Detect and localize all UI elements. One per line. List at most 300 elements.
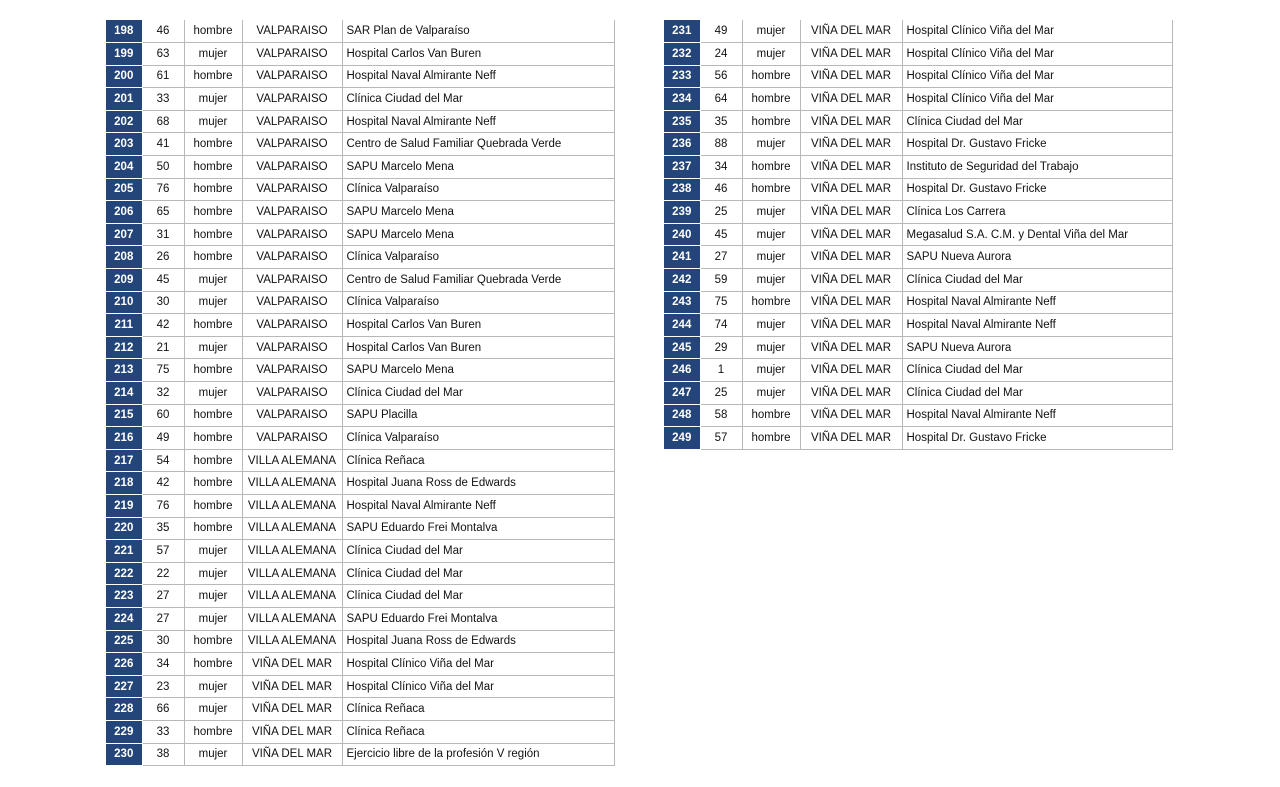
case-number-cell: 230: [106, 743, 142, 766]
age-cell: 25: [700, 382, 742, 405]
age-cell: 42: [142, 314, 184, 337]
sex-cell: mujer: [184, 675, 242, 698]
case-number-cell: 228: [106, 698, 142, 721]
facility-cell: Hospital Naval Almirante Neff: [342, 494, 614, 517]
commune-cell: VIÑA DEL MAR: [800, 269, 902, 292]
sex-cell: mujer: [742, 314, 800, 337]
age-cell: 1: [700, 359, 742, 382]
age-cell: 74: [700, 314, 742, 337]
table-row: [664, 201, 1172, 224]
facility-cell: Hospital Dr. Gustavo Fricke: [902, 178, 1172, 201]
case-number-cell: 221: [106, 540, 142, 563]
commune-cell: VIÑA DEL MAR: [800, 133, 902, 156]
table-row: [106, 110, 614, 133]
facility-cell: Hospital Naval Almirante Neff: [902, 291, 1172, 314]
age-cell: 34: [700, 156, 742, 179]
table-row: [664, 178, 1172, 201]
case-number-cell: 241: [664, 246, 700, 269]
age-cell: 22: [142, 562, 184, 585]
table-row: [106, 336, 614, 359]
sex-cell: mujer: [184, 382, 242, 405]
facility-cell: Hospital Clínico Viña del Mar: [342, 653, 614, 676]
case-number-cell: 201: [106, 88, 142, 111]
facility-cell: Clínica Valparaíso: [342, 427, 614, 450]
commune-cell: VILLA ALEMANA: [242, 607, 342, 630]
case-number-cell: 242: [664, 269, 700, 292]
age-cell: 50: [142, 156, 184, 179]
age-cell: 30: [142, 630, 184, 653]
age-cell: 24: [700, 43, 742, 66]
facility-cell: Ejercicio libre de la profesión V región: [342, 743, 614, 766]
table-row: [106, 540, 614, 563]
sex-cell: mujer: [184, 562, 242, 585]
table-row: [664, 110, 1172, 133]
case-number-cell: 200: [106, 65, 142, 88]
table-row: [106, 427, 614, 450]
age-cell: 33: [142, 720, 184, 743]
age-cell: 60: [142, 404, 184, 427]
sex-cell: mujer: [184, 336, 242, 359]
sex-cell: mujer: [184, 743, 242, 766]
commune-cell: VALPARAISO: [242, 65, 342, 88]
sex-cell: hombre: [742, 110, 800, 133]
commune-cell: VIÑA DEL MAR: [800, 359, 902, 382]
table-row: [664, 314, 1172, 337]
case-number-cell: 217: [106, 449, 142, 472]
facility-cell: Clínica Ciudad del Mar: [902, 359, 1172, 382]
sex-cell: hombre: [184, 178, 242, 201]
facility-cell: Centro de Salud Familiar Quebrada Verde: [342, 269, 614, 292]
case-number-cell: 213: [106, 359, 142, 382]
commune-cell: VIÑA DEL MAR: [800, 336, 902, 359]
commune-cell: VALPARAISO: [242, 133, 342, 156]
facility-cell: Clínica Reñaca: [342, 720, 614, 743]
facility-cell: Megasalud S.A. C.M. y Dental Viña del Mar: [902, 223, 1172, 246]
sex-cell: hombre: [184, 427, 242, 450]
facility-cell: SAPU Marcelo Mena: [342, 359, 614, 382]
commune-cell: VIÑA DEL MAR: [242, 720, 342, 743]
table-row: [664, 336, 1172, 359]
facility-cell: Hospital Naval Almirante Neff: [342, 65, 614, 88]
table-row: [664, 88, 1172, 111]
facility-cell: SAR Plan de Valparaíso: [342, 20, 614, 43]
case-number-cell: 205: [106, 178, 142, 201]
case-number-cell: 229: [106, 720, 142, 743]
facility-cell: SAPU Nueva Aurora: [902, 336, 1172, 359]
commune-cell: VIÑA DEL MAR: [800, 382, 902, 405]
sex-cell: hombre: [184, 630, 242, 653]
sex-cell: mujer: [184, 43, 242, 66]
age-cell: 45: [700, 223, 742, 246]
commune-cell: VILLA ALEMANA: [242, 585, 342, 608]
table-row: [106, 20, 614, 43]
commune-cell: VIÑA DEL MAR: [800, 223, 902, 246]
commune-cell: VALPARAISO: [242, 223, 342, 246]
table-row: [106, 43, 614, 66]
case-number-cell: 214: [106, 382, 142, 405]
table-row: [106, 698, 614, 721]
age-cell: 46: [700, 178, 742, 201]
sex-cell: mujer: [742, 43, 800, 66]
commune-cell: VALPARAISO: [242, 88, 342, 111]
case-number-cell: 240: [664, 223, 700, 246]
table-row: [664, 359, 1172, 382]
facility-cell: Hospital Naval Almirante Neff: [902, 404, 1172, 427]
facility-cell: Hospital Juana Ross de Edwards: [342, 472, 614, 495]
age-cell: 46: [142, 20, 184, 43]
commune-cell: VIÑA DEL MAR: [242, 698, 342, 721]
facility-cell: Clínica Reñaca: [342, 698, 614, 721]
commune-cell: VIÑA DEL MAR: [800, 65, 902, 88]
table-row: [106, 720, 614, 743]
facility-cell: SAPU Marcelo Mena: [342, 223, 614, 246]
table-row: [106, 223, 614, 246]
age-cell: 29: [700, 336, 742, 359]
table-row: [106, 675, 614, 698]
commune-cell: VILLA ALEMANA: [242, 449, 342, 472]
age-cell: 45: [142, 269, 184, 292]
table-row: [664, 133, 1172, 156]
case-number-cell: 207: [106, 223, 142, 246]
commune-cell: VALPARAISO: [242, 156, 342, 179]
table-row: [664, 269, 1172, 292]
age-cell: 41: [142, 133, 184, 156]
sex-cell: hombre: [184, 472, 242, 495]
sex-cell: mujer: [742, 382, 800, 405]
commune-cell: VIÑA DEL MAR: [242, 653, 342, 676]
commune-cell: VIÑA DEL MAR: [800, 246, 902, 269]
commune-cell: VIÑA DEL MAR: [800, 314, 902, 337]
table-row: [106, 449, 614, 472]
case-number-cell: 238: [664, 178, 700, 201]
age-cell: 57: [700, 427, 742, 450]
case-number-cell: 244: [664, 314, 700, 337]
case-number-cell: 231: [664, 20, 700, 43]
sex-cell: mujer: [742, 336, 800, 359]
commune-cell: VIÑA DEL MAR: [800, 291, 902, 314]
age-cell: 35: [700, 110, 742, 133]
facility-cell: Hospital Juana Ross de Edwards: [342, 630, 614, 653]
case-number-cell: 218: [106, 472, 142, 495]
sex-cell: hombre: [184, 720, 242, 743]
case-number-cell: 211: [106, 314, 142, 337]
sex-cell: mujer: [742, 359, 800, 382]
sex-cell: mujer: [742, 269, 800, 292]
sex-cell: hombre: [184, 133, 242, 156]
age-cell: 31: [142, 223, 184, 246]
facility-cell: Clínica Ciudad del Mar: [342, 382, 614, 405]
sex-cell: mujer: [742, 223, 800, 246]
sex-cell: hombre: [184, 653, 242, 676]
case-number-cell: 222: [106, 562, 142, 585]
age-cell: 57: [142, 540, 184, 563]
facility-cell: Clínica Reñaca: [342, 449, 614, 472]
commune-cell: VIÑA DEL MAR: [800, 178, 902, 201]
sex-cell: mujer: [184, 540, 242, 563]
commune-cell: VILLA ALEMANA: [242, 517, 342, 540]
facility-cell: Hospital Clínico Viña del Mar: [902, 43, 1172, 66]
age-cell: 76: [142, 178, 184, 201]
commune-cell: VIÑA DEL MAR: [800, 404, 902, 427]
facility-cell: Clínica Valparaíso: [342, 246, 614, 269]
table-row: [106, 178, 614, 201]
table-row: [106, 743, 614, 766]
facility-cell: Hospital Dr. Gustavo Fricke: [902, 427, 1172, 450]
age-cell: 63: [142, 43, 184, 66]
facility-cell: Clínica Ciudad del Mar: [342, 562, 614, 585]
commune-cell: VIÑA DEL MAR: [800, 88, 902, 111]
age-cell: 76: [142, 494, 184, 517]
commune-cell: VILLA ALEMANA: [242, 630, 342, 653]
case-number-cell: 227: [106, 675, 142, 698]
facility-cell: SAPU Eduardo Frei Montalva: [342, 517, 614, 540]
commune-cell: VALPARAISO: [242, 201, 342, 224]
commune-cell: VALPARAISO: [242, 20, 342, 43]
commune-cell: VIÑA DEL MAR: [800, 201, 902, 224]
facility-cell: Hospital Clínico Viña del Mar: [342, 675, 614, 698]
sex-cell: mujer: [184, 607, 242, 630]
table-row: [106, 494, 614, 517]
cases-table-left: [106, 20, 615, 766]
case-number-cell: 198: [106, 20, 142, 43]
commune-cell: VALPARAISO: [242, 336, 342, 359]
age-cell: 30: [142, 291, 184, 314]
case-number-cell: 237: [664, 156, 700, 179]
sex-cell: hombre: [184, 65, 242, 88]
sex-cell: mujer: [742, 20, 800, 43]
sex-cell: mujer: [742, 246, 800, 269]
facility-cell: Clínica Los Carrera: [902, 201, 1172, 224]
age-cell: 27: [142, 585, 184, 608]
case-number-cell: 249: [664, 427, 700, 450]
sex-cell: hombre: [742, 88, 800, 111]
table-row: [106, 246, 614, 269]
commune-cell: VALPARAISO: [242, 178, 342, 201]
facility-cell: Hospital Clínico Viña del Mar: [902, 88, 1172, 111]
age-cell: 66: [142, 698, 184, 721]
facility-cell: Hospital Naval Almirante Neff: [342, 110, 614, 133]
case-number-cell: 232: [664, 43, 700, 66]
commune-cell: VALPARAISO: [242, 427, 342, 450]
age-cell: 34: [142, 653, 184, 676]
facility-cell: Instituto de Seguridad del Trabajo: [902, 156, 1172, 179]
sex-cell: hombre: [184, 359, 242, 382]
case-number-cell: 247: [664, 382, 700, 405]
case-number-cell: 224: [106, 607, 142, 630]
commune-cell: VALPARAISO: [242, 382, 342, 405]
sex-cell: mujer: [742, 201, 800, 224]
case-number-cell: 212: [106, 336, 142, 359]
facility-cell: Clínica Valparaíso: [342, 291, 614, 314]
commune-cell: VIÑA DEL MAR: [800, 427, 902, 450]
table-row: [106, 472, 614, 495]
case-number-cell: 203: [106, 133, 142, 156]
age-cell: 33: [142, 88, 184, 111]
sex-cell: hombre: [184, 314, 242, 337]
case-number-cell: 223: [106, 585, 142, 608]
age-cell: 23: [142, 675, 184, 698]
table-row: [106, 382, 614, 405]
facility-cell: SAPU Marcelo Mena: [342, 156, 614, 179]
commune-cell: VALPARAISO: [242, 110, 342, 133]
table-row: [106, 269, 614, 292]
case-number-cell: 226: [106, 653, 142, 676]
age-cell: 26: [142, 246, 184, 269]
case-number-cell: 236: [664, 133, 700, 156]
facility-cell: Hospital Naval Almirante Neff: [902, 314, 1172, 337]
commune-cell: VILLA ALEMANA: [242, 540, 342, 563]
case-number-cell: 202: [106, 110, 142, 133]
age-cell: 54: [142, 449, 184, 472]
table-row: [664, 156, 1172, 179]
facility-cell: Centro de Salud Familiar Quebrada Verde: [342, 133, 614, 156]
commune-cell: VIÑA DEL MAR: [800, 110, 902, 133]
table-row: [106, 133, 614, 156]
sex-cell: hombre: [184, 449, 242, 472]
age-cell: 35: [142, 517, 184, 540]
age-cell: 59: [700, 269, 742, 292]
table-row: [106, 562, 614, 585]
commune-cell: VILLA ALEMANA: [242, 494, 342, 517]
sex-cell: hombre: [742, 178, 800, 201]
case-number-cell: 246: [664, 359, 700, 382]
case-number-cell: 225: [106, 630, 142, 653]
facility-cell: Clínica Ciudad del Mar: [902, 382, 1172, 405]
age-cell: 25: [700, 201, 742, 224]
age-cell: 21: [142, 336, 184, 359]
case-number-cell: 235: [664, 110, 700, 133]
case-number-cell: 248: [664, 404, 700, 427]
age-cell: 27: [700, 246, 742, 269]
table-row: [664, 223, 1172, 246]
facility-cell: Hospital Carlos Van Buren: [342, 43, 614, 66]
commune-cell: VALPARAISO: [242, 314, 342, 337]
table-row: [664, 43, 1172, 66]
facility-cell: SAPU Marcelo Mena: [342, 201, 614, 224]
sex-cell: mujer: [184, 291, 242, 314]
commune-cell: VIÑA DEL MAR: [800, 43, 902, 66]
age-cell: 49: [142, 427, 184, 450]
commune-cell: VALPARAISO: [242, 269, 342, 292]
case-number-cell: 204: [106, 156, 142, 179]
sex-cell: hombre: [184, 201, 242, 224]
case-number-cell: 245: [664, 336, 700, 359]
table-row: [664, 404, 1172, 427]
facility-cell: Clínica Valparaíso: [342, 178, 614, 201]
sex-cell: hombre: [742, 427, 800, 450]
case-number-cell: 215: [106, 404, 142, 427]
age-cell: 32: [142, 382, 184, 405]
facility-cell: SAPU Placilla: [342, 404, 614, 427]
case-number-cell: 206: [106, 201, 142, 224]
table-row: [106, 201, 614, 224]
facility-cell: Clínica Ciudad del Mar: [902, 110, 1172, 133]
sex-cell: hombre: [742, 291, 800, 314]
sex-cell: mujer: [742, 133, 800, 156]
commune-cell: VALPARAISO: [242, 291, 342, 314]
facility-cell: Clínica Ciudad del Mar: [342, 540, 614, 563]
age-cell: 64: [700, 88, 742, 111]
table-row: [106, 88, 614, 111]
age-cell: 65: [142, 201, 184, 224]
age-cell: 58: [700, 404, 742, 427]
sex-cell: hombre: [184, 246, 242, 269]
facility-cell: SAPU Nueva Aurora: [902, 246, 1172, 269]
case-number-cell: 209: [106, 269, 142, 292]
case-number-cell: 219: [106, 494, 142, 517]
case-number-cell: 234: [664, 88, 700, 111]
facility-cell: Clínica Ciudad del Mar: [342, 88, 614, 111]
facility-cell: Hospital Dr. Gustavo Fricke: [902, 133, 1172, 156]
case-number-cell: 233: [664, 65, 700, 88]
age-cell: 38: [142, 743, 184, 766]
table-row: [106, 653, 614, 676]
commune-cell: VALPARAISO: [242, 246, 342, 269]
case-number-cell: 216: [106, 427, 142, 450]
age-cell: 27: [142, 607, 184, 630]
table-row: [106, 607, 614, 630]
table-row: [106, 517, 614, 540]
sex-cell: hombre: [184, 223, 242, 246]
facility-cell: Clínica Ciudad del Mar: [342, 585, 614, 608]
facility-cell: Hospital Carlos Van Buren: [342, 336, 614, 359]
sex-cell: hombre: [184, 20, 242, 43]
commune-cell: VALPARAISO: [242, 404, 342, 427]
sex-cell: hombre: [184, 494, 242, 517]
case-number-cell: 210: [106, 291, 142, 314]
sex-cell: hombre: [742, 404, 800, 427]
age-cell: 42: [142, 472, 184, 495]
table-row: [664, 382, 1172, 405]
case-number-cell: 243: [664, 291, 700, 314]
case-number-cell: 239: [664, 201, 700, 224]
table-row: [664, 65, 1172, 88]
table-row: [106, 65, 614, 88]
facility-cell: Hospital Clínico Viña del Mar: [902, 65, 1172, 88]
table-row: [106, 291, 614, 314]
table-row: [106, 359, 614, 382]
table-row: [106, 404, 614, 427]
sex-cell: mujer: [184, 88, 242, 111]
sex-cell: mujer: [184, 269, 242, 292]
age-cell: 75: [142, 359, 184, 382]
sex-cell: hombre: [184, 156, 242, 179]
table-row: [106, 630, 614, 653]
age-cell: 56: [700, 65, 742, 88]
facility-cell: SAPU Eduardo Frei Montalva: [342, 607, 614, 630]
case-number-cell: 220: [106, 517, 142, 540]
facility-cell: Hospital Carlos Van Buren: [342, 314, 614, 337]
facility-cell: Clínica Ciudad del Mar: [902, 269, 1172, 292]
table-row: [106, 314, 614, 337]
age-cell: 61: [142, 65, 184, 88]
commune-cell: VIÑA DEL MAR: [242, 675, 342, 698]
sex-cell: hombre: [742, 65, 800, 88]
sex-cell: hombre: [742, 156, 800, 179]
case-number-cell: 208: [106, 246, 142, 269]
table-row: [106, 156, 614, 179]
cases-table-right: [664, 20, 1173, 450]
commune-cell: VALPARAISO: [242, 43, 342, 66]
table-row: [664, 20, 1172, 43]
age-cell: 88: [700, 133, 742, 156]
sex-cell: hombre: [184, 404, 242, 427]
sex-cell: mujer: [184, 585, 242, 608]
table-row: [664, 291, 1172, 314]
commune-cell: VIÑA DEL MAR: [800, 156, 902, 179]
age-cell: 49: [700, 20, 742, 43]
table-row: [664, 427, 1172, 450]
